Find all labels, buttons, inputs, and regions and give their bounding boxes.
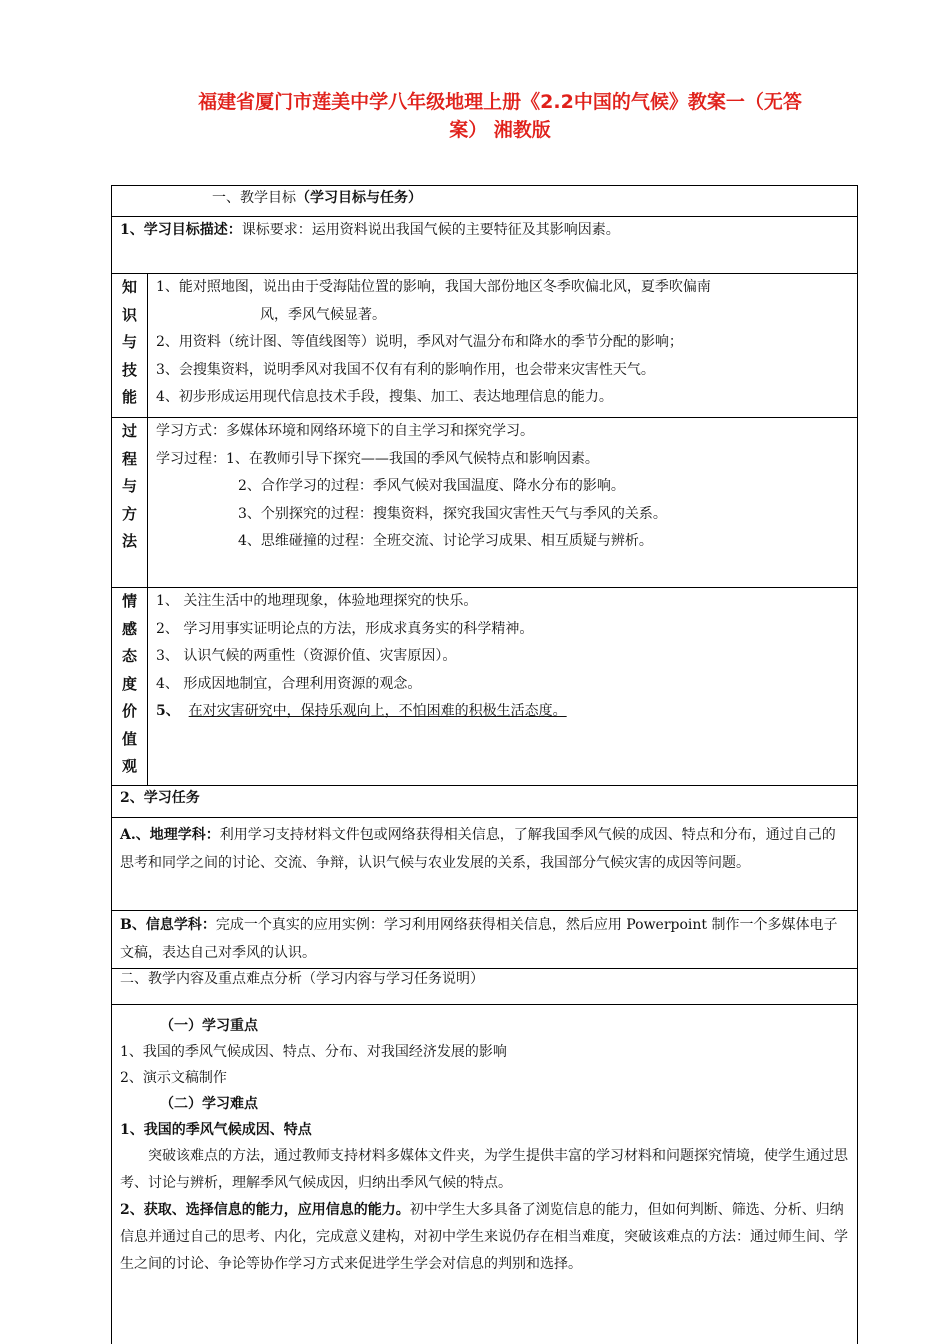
task-a-row bbox=[112, 818, 857, 911]
label-char: 方 bbox=[121, 504, 137, 523]
knowledge-line-3: 2、用资料（统计图、等值线图等）说明，季风对气温分布和降水的季节分配的影响； bbox=[156, 334, 683, 350]
difficult-point-1-text: 突破该难点的方法，通过教师支持材料多媒体文件夹，为学生提供丰富的学习材料和问题探究情境，使学生通过思考、讨论与辨析，理解季风气候成因，归纳出季风气候的特点。 bbox=[120, 1148, 848, 1191]
attitude-line-4: 4、 形成因地制宜，合理利用资源的观念。 bbox=[156, 675, 422, 692]
task-b bbox=[112, 911, 857, 967]
task-b-row bbox=[112, 911, 857, 969]
goal-description-text: 课标要求：运用资料说出我国气候的主要特征及其影响因素。 bbox=[241, 222, 620, 238]
knowledge-line-4: 3、会搜集资料，说明季风对我国不仅有有利的影响作用，也会带来灾害性天气。 bbox=[156, 361, 655, 378]
label-char: 过 bbox=[121, 422, 137, 440]
label-char: 能 bbox=[121, 388, 137, 406]
section2-heading: 二、教学内容及重点难点分析（学习内容与学习任务说明） bbox=[120, 971, 484, 987]
label-char: 法 bbox=[121, 532, 137, 550]
knowledge-skills-content bbox=[148, 274, 857, 412]
knowledge-line-2: 风，季风气候显著。 bbox=[260, 306, 386, 323]
section1-heading bbox=[112, 186, 857, 210]
attitude-values-label bbox=[112, 588, 148, 785]
key-points-heading: （一）学习重点 bbox=[160, 1018, 258, 1034]
attitude-line-5-number: 5、 bbox=[156, 703, 180, 719]
label-char: 与 bbox=[121, 333, 137, 351]
label-char: 值 bbox=[121, 729, 137, 748]
knowledge-line-5: 4、初步形成运用现代信息技术手段，搜集、加工、表达地理信息的能力。 bbox=[156, 389, 613, 405]
difficult-point-1-title: 1、我国的季风气候成因、特点 bbox=[120, 1122, 312, 1138]
attitude-line-2: 2、 学习用事实证明论点的方法，形成求真务实的科学精神。 bbox=[156, 620, 534, 637]
attitude-line-1: 1、 关注生活中的地理现象，体验地理探究的快乐。 bbox=[156, 593, 478, 609]
key-point-1: 1、我国的季风气候成因、特点、分布、对我国经济发展的影响 bbox=[120, 1044, 507, 1060]
knowledge-skills-row bbox=[112, 274, 857, 418]
attitude-line-3: 3、 认识气候的两重性（资源价值、灾害原因）。 bbox=[156, 648, 457, 664]
section1-heading-bold: （学习目标与任务） bbox=[296, 190, 422, 206]
attitude-line-5-text: 在对灾害研究中，保持乐观向上，不怕困难的积极生活态度。 bbox=[188, 703, 567, 719]
tasks-heading: 2、学习任务 bbox=[120, 790, 200, 806]
goal-description-row bbox=[112, 217, 857, 274]
lesson-plan-table bbox=[111, 185, 858, 1344]
attitude-values-content bbox=[148, 588, 857, 726]
task-a-text: 利用学习支持材料文件包或网络获得相关信息，了解我国季风气候的成因、特点和分布，通过自己的思考和同学之间的讨论、交流、争辩，认识气候与农业发展的关系，我国部分气候灾害的成因等问题。 bbox=[120, 827, 836, 871]
label-char: 技 bbox=[121, 360, 137, 379]
label-char: 态 bbox=[121, 647, 137, 665]
label-char: 价 bbox=[121, 702, 137, 720]
title-line-2: 案） 湘教版 bbox=[449, 119, 551, 141]
difficult-point-2 bbox=[120, 1197, 849, 1278]
label-char: 知 bbox=[121, 278, 137, 296]
label-char: 度 bbox=[121, 674, 137, 693]
process-line-1: 学习方式：多媒体环境和网络环境下的自主学习和探究学习。 bbox=[156, 423, 534, 439]
label-char: 程 bbox=[121, 449, 137, 468]
document-title bbox=[120, 88, 880, 144]
label-char: 情 bbox=[121, 592, 137, 610]
tasks-heading-row bbox=[112, 786, 857, 818]
label-char: 观 bbox=[121, 757, 137, 775]
section2-heading-row bbox=[112, 969, 857, 1005]
process-method-label bbox=[112, 418, 148, 587]
process-line-4: 3、个别探究的过程：搜集资料，探究我国灾害性天气与季风的关系。 bbox=[238, 505, 667, 522]
difficult-point-2-text: 初中学生大多具备了浏览信息的能力，但如何判断、筛选、分析、归纳信息并通过自己的思考、内化，完成意义建构，对初中学生来说仍存在相当难度，突破该难点的方法：通过师生间、学生之间的讨论、争论等协作学习方式来促进学生学会对信息的判别和选择。 bbox=[120, 1202, 848, 1272]
process-method-row bbox=[112, 418, 857, 588]
label-char: 感 bbox=[121, 619, 137, 638]
knowledge-skills-label bbox=[112, 274, 148, 417]
knowledge-line-1: 1、能对照地图，说出由于受海陆位置的影响，我国大部份地区冬季吹偏北风，夏季吹偏南 bbox=[156, 279, 711, 295]
process-line-5: 4、思维碰撞的过程：全班交流、讨论学习成果、相互质疑与辨析。 bbox=[238, 533, 653, 549]
section1-heading-plain: 一、教学目标 bbox=[212, 190, 296, 206]
attitude-line-5 bbox=[156, 698, 851, 726]
task-b-text: 完成一个真实的应用实例：学习利用网络获得相关信息，然后应用 Powerpoint 制作一个多媒体电子文稿，表达自己对季风的认识。 bbox=[120, 917, 838, 961]
task-b-label: B、信息学科： bbox=[120, 917, 216, 933]
content-section bbox=[112, 1013, 857, 1278]
process-line-3: 2、合作学习的过程：季风气候对我国温度、降水分布的影响。 bbox=[238, 478, 625, 494]
section1-heading-row bbox=[112, 186, 857, 217]
task-a bbox=[112, 821, 857, 877]
goal-description-label: 1、学习目标描述： bbox=[120, 222, 242, 238]
title-line-1: 福建省厦门市莲美中学八年级地理上册《2.2中国的气候》教案一（无答 bbox=[198, 91, 802, 113]
task-a-label: A.、地理学科： bbox=[120, 827, 220, 843]
process-line-2: 学习过程：1、在教师引导下探究——我国的季风气候特点和影响因素。 bbox=[156, 450, 599, 467]
label-char: 与 bbox=[121, 477, 137, 495]
process-method-content bbox=[148, 418, 857, 556]
goal-description bbox=[112, 217, 857, 243]
key-point-2: 2、演示文稿制作 bbox=[120, 1070, 227, 1086]
difficult-point-2-title: 2、获取、选择信息的能力，应用信息的能力。 bbox=[120, 1202, 410, 1218]
attitude-values-row bbox=[112, 588, 857, 786]
label-char: 识 bbox=[121, 305, 137, 324]
difficult-points-heading: （二）学习难点 bbox=[160, 1096, 258, 1112]
